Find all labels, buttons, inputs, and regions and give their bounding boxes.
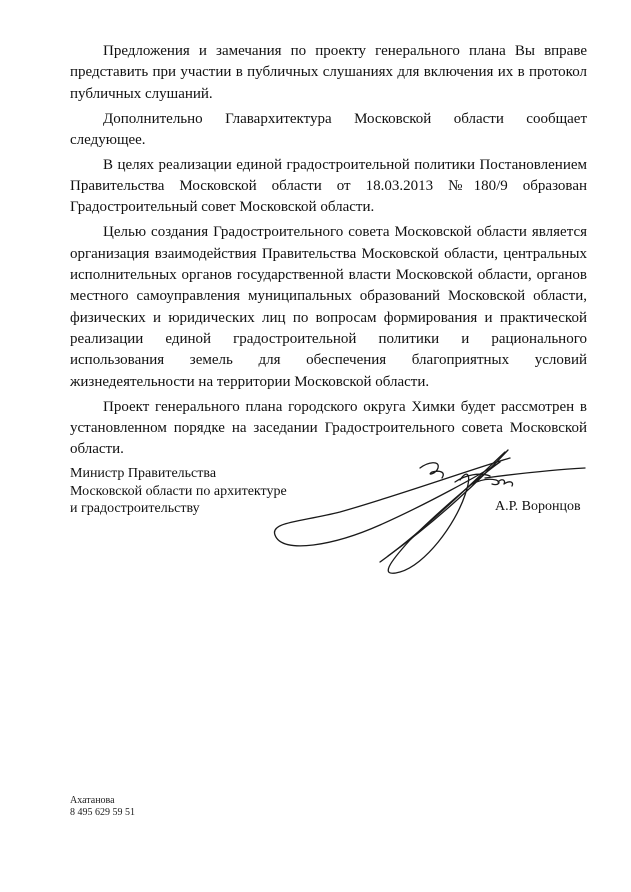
position-line: и градостроительству: [70, 501, 200, 516]
letter-body: [70, 41, 587, 464]
paragraph-council-purpose: Целью создания Градостроительного совета Московской области является организация взаимодействия Правительства Московской области, центральных исполнительных органов государственной власти Московской области, органов местного самоуправления муниципальных образований Московской области, физических и юридических лиц по вопросам формирования и практической реализации единой градостроительной политики и рационального использования земель для обеспечения благоприятных условий жизнедеятельности на территории Московской области.: [70, 224, 587, 390]
executor-name: Ахатанова: [70, 795, 115, 806]
paragraph-proposals: Предложения и замечания по проекту генерального плана Вы вправе представить при участии в публичных слушаниях для включения их в протокол публичных слушаний.: [70, 43, 587, 102]
paragraph-additional-info: Дополнительно Главархитектура Московской области сообщает следующее.: [70, 110, 587, 148]
position-line: Министр Правительства: [70, 466, 217, 481]
executor-contact: [70, 795, 135, 819]
paragraph-council-formation: В целях реализации единой градостроительной политики Постановлением Правительства Московской области от 18.03.2013 №180/9 образован Градостроительный совет Московской области.: [70, 156, 587, 216]
signer-name: А.Р. Воронцов: [495, 499, 581, 514]
paragraph-project-review: Проект генерального плана городского округа Химки будет рассмотрен в установленном порядке на заседании Градостроительного совета Московской области.: [70, 398, 587, 458]
executor-phone: 8 495 629 59 51: [70, 807, 135, 818]
position-line: Московской области по архитектуре: [70, 483, 287, 499]
